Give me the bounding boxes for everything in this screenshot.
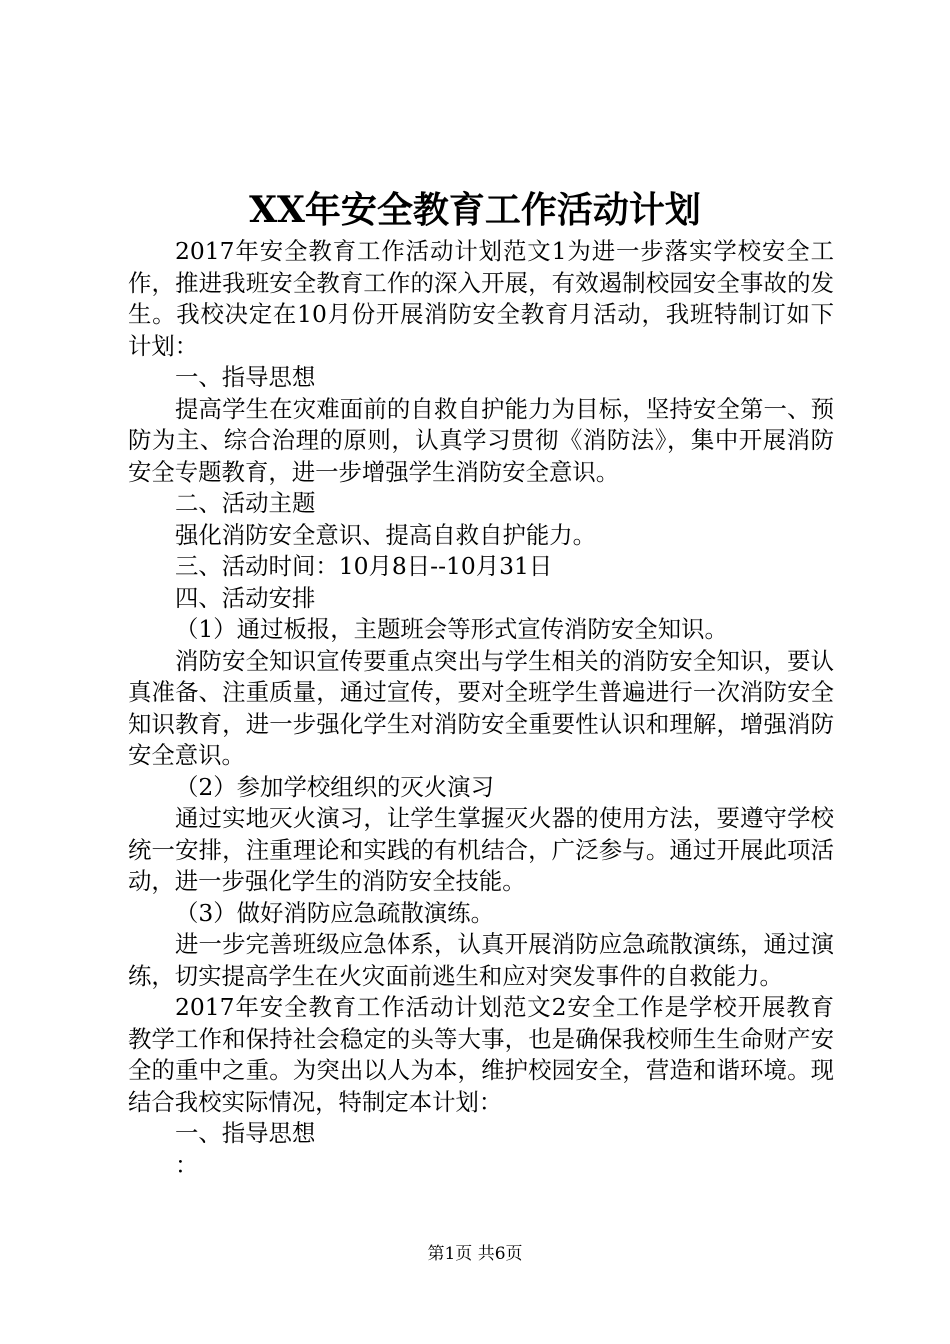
document-title: XX年安全教育工作活动计划 [249, 189, 701, 231]
list-item-1: （1）通过板报，主题班会等形式宣传消防安全知识。 [175, 615, 728, 643]
paragraph-intro-2: 2017年安全教育工作活动计划范文2安全工作是学校开展教育教学工作和保持社会稳定的头等大事，也是确保我校师生生命财产安全的重中之重。为突出以人为本，维护校园安全，营造和谐环境。现结合我校实际情况，特制定本计划： [128, 993, 834, 1116]
list-item-2: （2）参加学校组织的灭火演习 [175, 772, 494, 801]
paragraph-colon: ： [175, 1150, 199, 1179]
list-item-3: （3）做好消防应急疏散演练。 [175, 898, 494, 927]
section-heading-activity-time: 三、活动时间：10月8日--10月31日 [175, 552, 553, 580]
section-heading-activity-theme: 二、活动主题 [175, 489, 316, 517]
paragraph-item-3-detail: 进一步完善班级应急体系，认真开展消防应急疏散演练，通过演练，切实提高学生在火灾面前逃生和应对突发事件的自救能力。 [128, 930, 834, 990]
document-body [128, 236, 834, 1181]
page-footer: 第1页 共6页 [427, 1244, 523, 1264]
paragraph-guiding-ideology: 提高学生在灾难面前的自救自护能力为目标，坚持安全第一、预防为主、综合治理的原则，认真学习贯彻《消防法》，集中开展消防安全专题教育，进一步增强学生消防安全意识。 [128, 394, 834, 486]
paragraph-item-2-detail: 通过实地灭火演习，让学生掌握灭火器的使用方法，要遵守学校统一安排，注重理论和实践的有机结合，广泛参与。通过开展此项活动，进一步强化学生的消防安全技能。 [128, 804, 834, 895]
section-heading-activity-arrangement: 四、活动安排 [175, 583, 316, 612]
section-heading-guiding-ideology: 一、指导思想 [175, 363, 316, 391]
paragraph-activity-theme: 强化消防安全意识、提高自救自护能力。 [175, 520, 597, 549]
section-heading-guiding-ideology-2: 一、指导思想 [175, 1119, 316, 1147]
paragraph-intro-1: 2017年安全教育工作活动计划范文1为进一步落实学校安全工作，推进我班安全教育工作的深入开展，有效遏制校园安全事故的发生。我校决定在10月份开展消防安全教育月活动，我班特制订如下计划： [128, 237, 834, 360]
paragraph-item-1-detail: 消防安全知识宣传要重点突出与学生相关的消防安全知识，要认真准备、注重质量，通过宣传，要对全班学生普遍进行一次消防安全知识教育，进一步强化学生对消防安全重要性认识和理解，增强消防安全意识。 [128, 646, 834, 769]
